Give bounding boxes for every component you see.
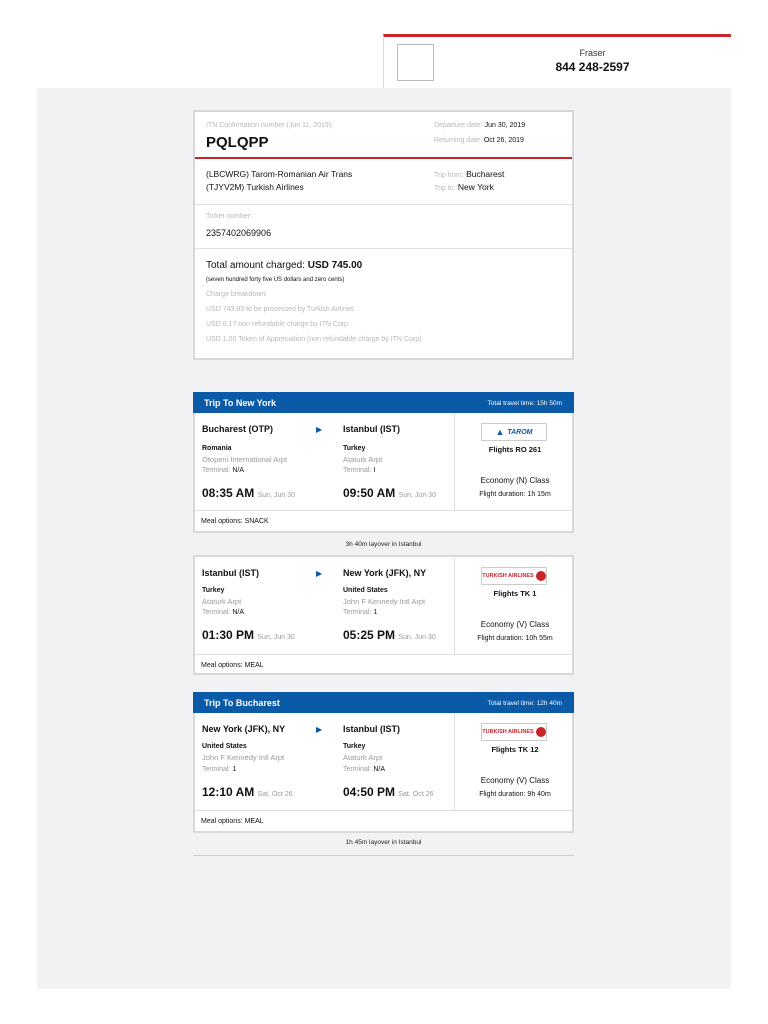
arrival-city: Istanbul (IST) (343, 724, 400, 734)
flight-number: Flights TK 1 (493, 589, 537, 598)
meal-options: Meal options: MEAL (201, 818, 264, 825)
turkish-airlines-logo: TURKISH AIRLINES (481, 723, 547, 741)
header-divider (195, 157, 572, 159)
departure-label: Departure date: (434, 122, 483, 129)
trip-total-time: Total travel time: 15h 50m (487, 400, 562, 407)
trip-from-row (434, 169, 504, 179)
cabin-class: Economy (N) Class (480, 476, 550, 485)
departure-date: Jun 30, 2019 (484, 122, 526, 129)
departure-date-row (434, 122, 525, 129)
divider (195, 510, 572, 511)
divider (195, 654, 572, 655)
departure-airport: Otopeni International Arpt (202, 455, 288, 464)
booking-summary-card (193, 110, 574, 360)
returning-date-row (434, 137, 524, 144)
departure-airport: Ataturk Arpt (202, 597, 242, 606)
flight-segment (193, 413, 574, 533)
departure-country: Romania (202, 445, 232, 452)
divider (195, 248, 572, 249)
arrival-time: 09:50 AM Sun, Jun 30 (343, 486, 436, 500)
cabin-class: Economy (V) Class (480, 620, 550, 629)
turkish-airlines-logo: TURKISH AIRLINES (481, 567, 547, 585)
divider (193, 855, 574, 856)
flight-segment (193, 713, 574, 833)
total-label: Total amount charged: (206, 260, 305, 271)
airline-line-1: (LBCWRG) Tarom-Romanian Air Trans (206, 169, 353, 179)
trip-from-label: Trip from: (434, 172, 464, 179)
confirmation-label: ITN Confirmation number (Jun 11, 2019): (206, 122, 334, 129)
trip-to-row (434, 182, 494, 192)
ticket-number: 2357402069906 (206, 228, 272, 238)
flight-number: Flights RO 261 (488, 445, 542, 454)
confirmation-code: PQLQPP (206, 134, 269, 151)
flight-duration: Flight duration: 9h 40m (479, 791, 551, 798)
arrow-right-icon: ▶ (316, 425, 323, 434)
arrival-country: United States (343, 587, 388, 594)
returning-date: Oct 26, 2019 (483, 137, 524, 144)
departure-time: 08:35 AM Sun, Jun 30 (202, 486, 295, 500)
trip-from-value: Bucharest (466, 169, 505, 179)
layover-info: 3h 40m layover in Istanbul (345, 541, 422, 548)
departure-country: Turkey (202, 587, 225, 594)
returning-label: Returning date: (434, 137, 482, 144)
flight-number: Flights TK 12 (491, 745, 539, 754)
arrival-terminal: Terminal: 1 (343, 609, 378, 616)
divider (454, 557, 455, 654)
arrival-time: 05:25 PM Sun, Jun 30 (343, 628, 436, 642)
total-words: (seven hundred forty five US dollars and zero cents) (206, 277, 345, 283)
departure-terminal: Terminal: 1 (202, 766, 237, 773)
meal-options: Meal options: SNACK (201, 518, 269, 525)
trip-title: Trip To New York (204, 398, 277, 408)
airline-line-2: (TJYV2M) Turkish Airlines (206, 182, 304, 192)
arrival-airport: John F Kennedy Intl Arpt (343, 597, 426, 606)
flight-segment (193, 555, 574, 675)
arrival-terminal: Terminal: I (343, 467, 376, 474)
agent-card (383, 34, 731, 88)
layover-info: 1h 45m layover in Istanbul (345, 839, 422, 846)
arrow-right-icon: ▶ (316, 569, 323, 578)
arrival-city: Istanbul (IST) (343, 424, 400, 434)
divider (454, 413, 455, 510)
departure-terminal: Terminal: N/A (202, 609, 245, 616)
breakdown-line-2: USD 0.17 non refundable charge by ITN Corp (206, 321, 349, 328)
agent-phone[interactable]: 844 248-2597 (555, 60, 630, 74)
breakdown-label: Charge breakdown: (206, 291, 268, 298)
departure-country: United States (202, 743, 247, 750)
divider (195, 810, 572, 811)
departure-time: 01:30 PM Sun, Jun 30 (202, 628, 295, 642)
departure-airport: John F Kennedy Intl Arpt (202, 753, 285, 762)
arrival-airport: Ataturk Arpt (343, 455, 383, 464)
total-amount-row (206, 260, 362, 271)
departure-city: New York (JFK), NY (202, 724, 286, 734)
trip-header-new-york (193, 392, 574, 414)
breakdown-line-1: USD 743.83 to be processed by Turkish Airlines (206, 306, 355, 313)
trip-total-time: Total travel time: 12h 40m (487, 700, 562, 707)
departure-city: Istanbul (IST) (202, 568, 259, 578)
trip-to-label: Trip to: (434, 185, 456, 192)
total-value: USD 745.00 (307, 260, 363, 271)
arrival-country: Turkey (343, 743, 366, 750)
arrival-airport: Ataturk Arpt (343, 753, 383, 762)
trip-header-bucharest (193, 692, 574, 714)
departure-time: 12:10 AM Sat, Oct 26 (202, 785, 293, 799)
divider (454, 713, 455, 810)
cabin-class: Economy (V) Class (480, 776, 550, 785)
agent-name: Fraser (579, 48, 606, 58)
breakdown-line-3: USD 1.00 Token of Appreciation (non refundable charge by ITN Corp) (206, 336, 422, 343)
ticket-label: Ticket number: (206, 213, 253, 220)
divider (195, 204, 572, 205)
trip-to-value: New York (457, 182, 494, 192)
arrival-city: New York (JFK), NY (343, 568, 427, 578)
meal-options: Meal options: MEAL (201, 662, 264, 669)
departure-terminal: Terminal: N/A (202, 467, 245, 474)
flight-duration: Flight duration: 1h 15m (479, 491, 551, 498)
flight-duration: Flight duration: 10h 55m (477, 635, 553, 642)
arrow-right-icon: ▶ (316, 725, 323, 734)
tarom-logo: ▲ TAROM (481, 423, 547, 441)
arrival-country: Turkey (343, 445, 366, 452)
departure-city: Bucharest (OTP) (202, 424, 274, 434)
arrival-time: 04:50 PM Sat, Oct 26 (343, 785, 434, 799)
trip-title: Trip To Bucharest (204, 698, 280, 708)
arrival-terminal: Terminal: N/A (343, 766, 386, 773)
